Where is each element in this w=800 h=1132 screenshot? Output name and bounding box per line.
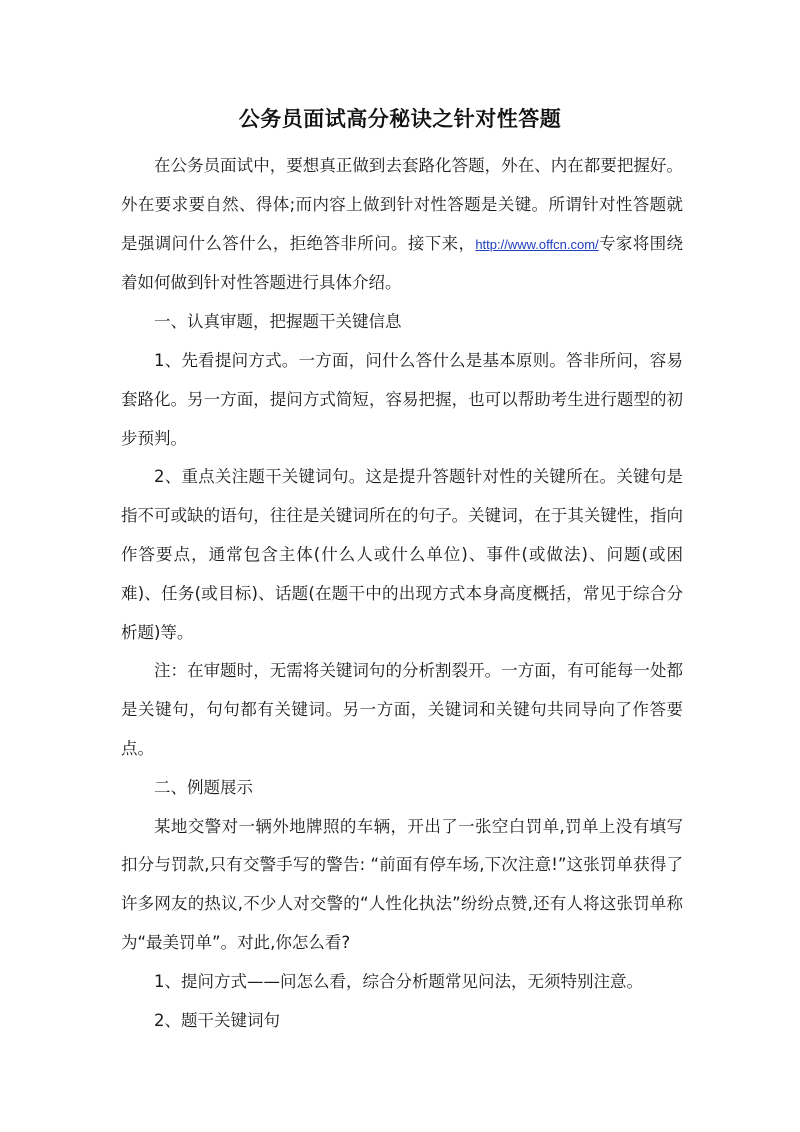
- section-heading-1: 一、认真审题，把握题干关键信息: [154, 312, 402, 332]
- paragraph-example-point-1: 1、提问方式——问怎么看，综合分析题常见问法，无须特别注意。: [154, 971, 643, 991]
- section-heading-2: 二、例题展示: [154, 777, 253, 797]
- paragraph-example: 某地交警对一辆外地牌照的车辆，开出了一张空白罚单,罚单上没有填写扣分与罚款,只有交警手写的警告: “前面有停车场,下次注意!”这张罚单获得了许多网友的热议,不少人对交警的“人性化执法”纷纷点赞,还有人将这张罚单称为“最美罚单”。对此,你怎么看?: [121, 816, 683, 952]
- paragraph-question-method: 1、先看提问方式。一方面，问什么答什么是基本原则。答非所问，容易套路化。另一方面，提问方式简短，容易把握，也可以帮助考生进行题型的初步预判。: [121, 350, 683, 448]
- document-title: 公务员面试高分秘诀之针对性答题: [238, 107, 562, 131]
- intro-paragraph: [121, 147, 683, 303]
- document-body: [121, 147, 683, 1040]
- paragraph-key-words: 2、重点关注题干关键词句。这是提升答题针对性的关键所在。关键句是指不可或缺的语句，往往是关键词所在的句子。关键词，在于其关键性，指向作答要点，通常包含主体(什么人或什么单位)、事件(或做法)、问题(或困难)、任务(或目标)、话题(在题干中的出现方式本身高度概括，常见于综合分析题)等。: [121, 467, 683, 642]
- paragraph-example-point-2: 2、题干关键词句: [154, 1010, 280, 1030]
- paragraph-note: 注：在审题时，无需将关键词句的分析割裂开。一方面，有可能每一处都是关键句，句句都有关键词。另一方面，关键词和关键句共同导向了作答要点。: [121, 661, 683, 758]
- offcn-link[interactable]: http://www.offcn.com/: [475, 236, 599, 252]
- intro-text-after-link: 专家将围绕着如何做到针对性答题进行具体介绍。: [121, 233, 684, 293]
- intro-text-before-link: 在公务员面试中，要想真正做到去套路化答题，外在、内在都要把握好。外在要求要自然、得体;而内容上做到针对性答题是关键。所谓针对性答题就是强调问什么答什么，拒绝答非所问。接下来，: [121, 156, 683, 253]
